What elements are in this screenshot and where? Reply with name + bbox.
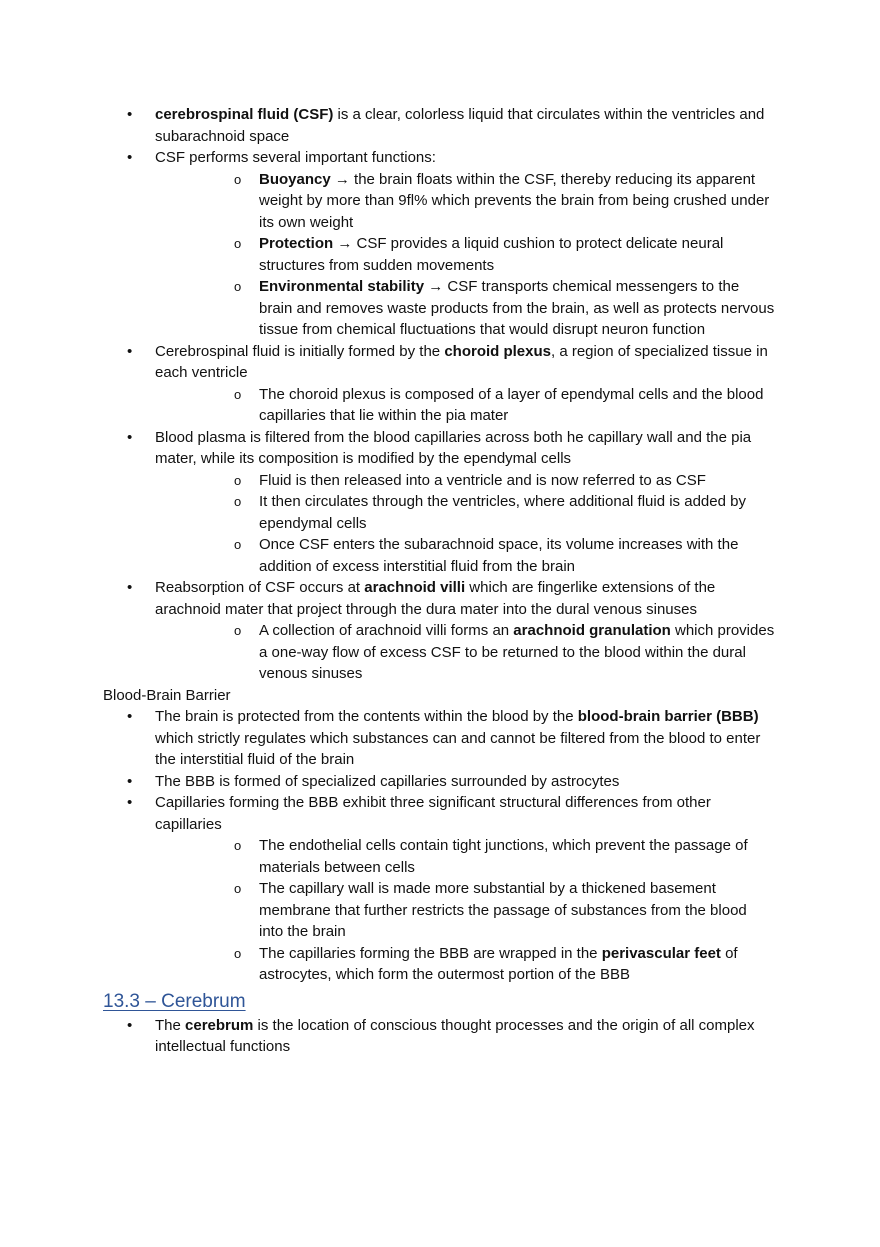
list-item [103, 147, 775, 341]
sub-list [155, 169, 775, 341]
bold-term: Buoyancy → [259, 170, 350, 188]
bullet-text: The capillaries forming the BBB are wrapped in the [259, 944, 602, 962]
sub-list-item [155, 470, 775, 492]
bullet-text: Fluid is then released into a ventricle and is now referred to as CSF [259, 471, 706, 489]
sub-list [155, 835, 775, 986]
bullet-text: The capillary wall is made more substantial by a thickened basement membrane that further restricts the passage of substances from the blood into the brain [259, 880, 747, 940]
sub-list-item [155, 233, 775, 276]
bold-term: arachnoid granulation [513, 622, 671, 639]
list-item [103, 341, 775, 427]
sub-list [155, 470, 775, 578]
bullet-text: which are fingerlike extensions of the arachnoid mater that project through the dura mater into the dural venous sinuses [155, 579, 716, 618]
bullet-text: The [155, 1016, 186, 1034]
bullet-text: the brain floats within the CSF, thereby reducing its apparent weight by more than 9fl% which prevents the brain from being crushed under its own weight [259, 170, 770, 231]
bold-term: cerebrum [185, 1016, 254, 1034]
sub-list-item [155, 491, 775, 534]
list-item [103, 104, 775, 147]
bullet-text: is the location of conscious thought processes and the origin of all complex intellectual functions [155, 1016, 755, 1055]
bullet-text: which provides a one-way flow of excess CSF to be returned to the blood within the dural venous sinuses [259, 622, 775, 682]
bold-term: blood-brain barrier (BBB) [577, 708, 759, 725]
document-body [103, 104, 775, 1058]
sub-list-item [155, 276, 775, 341]
bullet-text: A collection of arachnoid villi forms an [259, 622, 514, 639]
bold-term: arachnoid villi [364, 579, 466, 596]
sub-list-item [155, 878, 775, 943]
bullet-text: CSF provides a liquid cushion to protect delicate neural structures from sudden movements [259, 235, 724, 274]
sub-list-item [155, 835, 775, 878]
bold-term: choroid plexus [444, 342, 551, 360]
list-item [103, 792, 775, 986]
sub-list-item [155, 943, 775, 986]
bullet-text: which strictly regulates which substances can and cannot be filtered from the blood to enter the interstitial fluid of the brain [155, 729, 761, 768]
bbb-heading: Blood-Brain Barrier [103, 686, 231, 704]
list-item [103, 771, 775, 793]
bold-term: Protection → [259, 235, 353, 252]
bold-term: perivascular feet [601, 944, 721, 962]
bold-term: Environmental stability → [259, 278, 444, 295]
bullet-text: of astrocytes, which form the outermost portion of the BBB [259, 944, 738, 983]
list-item [103, 427, 775, 578]
bullet-text: CSF transports chemical messengers to the brain and removes waste products from the brain, as well as protects nervous tissue from chemical fluctuations that would disrupt neuron function [259, 278, 775, 338]
bullet-text: is a clear, colorless liquid that circulates within the ventricles and subarachnoid space [155, 106, 765, 145]
cerebrum-bullet-list [103, 1015, 775, 1058]
sub-list-item [155, 534, 775, 577]
bullet-text: The brain is protected from the contents within the blood by the [155, 708, 578, 725]
bullet-text: The choroid plexus is composed of a layer of ependymal cells and the blood capillaries that lie within the pia mater [259, 385, 764, 424]
list-item [103, 706, 775, 771]
bullet-text: CSF performs several important functions: [155, 149, 436, 166]
bullet-text: Cerebrospinal fluid is initially formed by the [155, 342, 445, 360]
bullet-text: Blood plasma is filtered from the blood capillaries across both he capillary wall and the pia mater, while its composition is modified by the ependymal cells [155, 428, 752, 467]
bullet-text: , a region of specialized tissue in each ventricle [155, 342, 768, 381]
bullet-text: Once CSF enters the subarachnoid space, its volume increases with the addition of excess interstitial fluid from the brain [259, 536, 739, 575]
bullet-text: Capillaries forming the BBB exhibit three significant structural differences from other capillaries [155, 794, 711, 833]
sub-list [155, 620, 775, 685]
cerebrum-heading-link[interactable]: 13.3 – Cerebrum [103, 990, 246, 1012]
bold-term: cerebrospinal fluid (CSF) [155, 106, 334, 123]
list-item [103, 1015, 775, 1058]
sub-list-item [155, 384, 775, 427]
bullet-text: The BBB is formed of specialized capillaries surrounded by astrocytes [155, 772, 620, 790]
list-item [103, 577, 775, 685]
bbb-bullet-list [103, 706, 775, 986]
sub-list-item [155, 620, 775, 685]
bullet-text: The endothelial cells contain tight junctions, which prevent the passage of materials between cells [259, 837, 748, 876]
sub-list [155, 384, 775, 427]
csf-bullet-list [103, 104, 775, 685]
bullet-text: Reabsorption of CSF occurs at [155, 579, 365, 596]
bullet-text: It then circulates through the ventricles, where additional fluid is added by ependymal cells [259, 493, 746, 532]
sub-list-item [155, 169, 775, 234]
